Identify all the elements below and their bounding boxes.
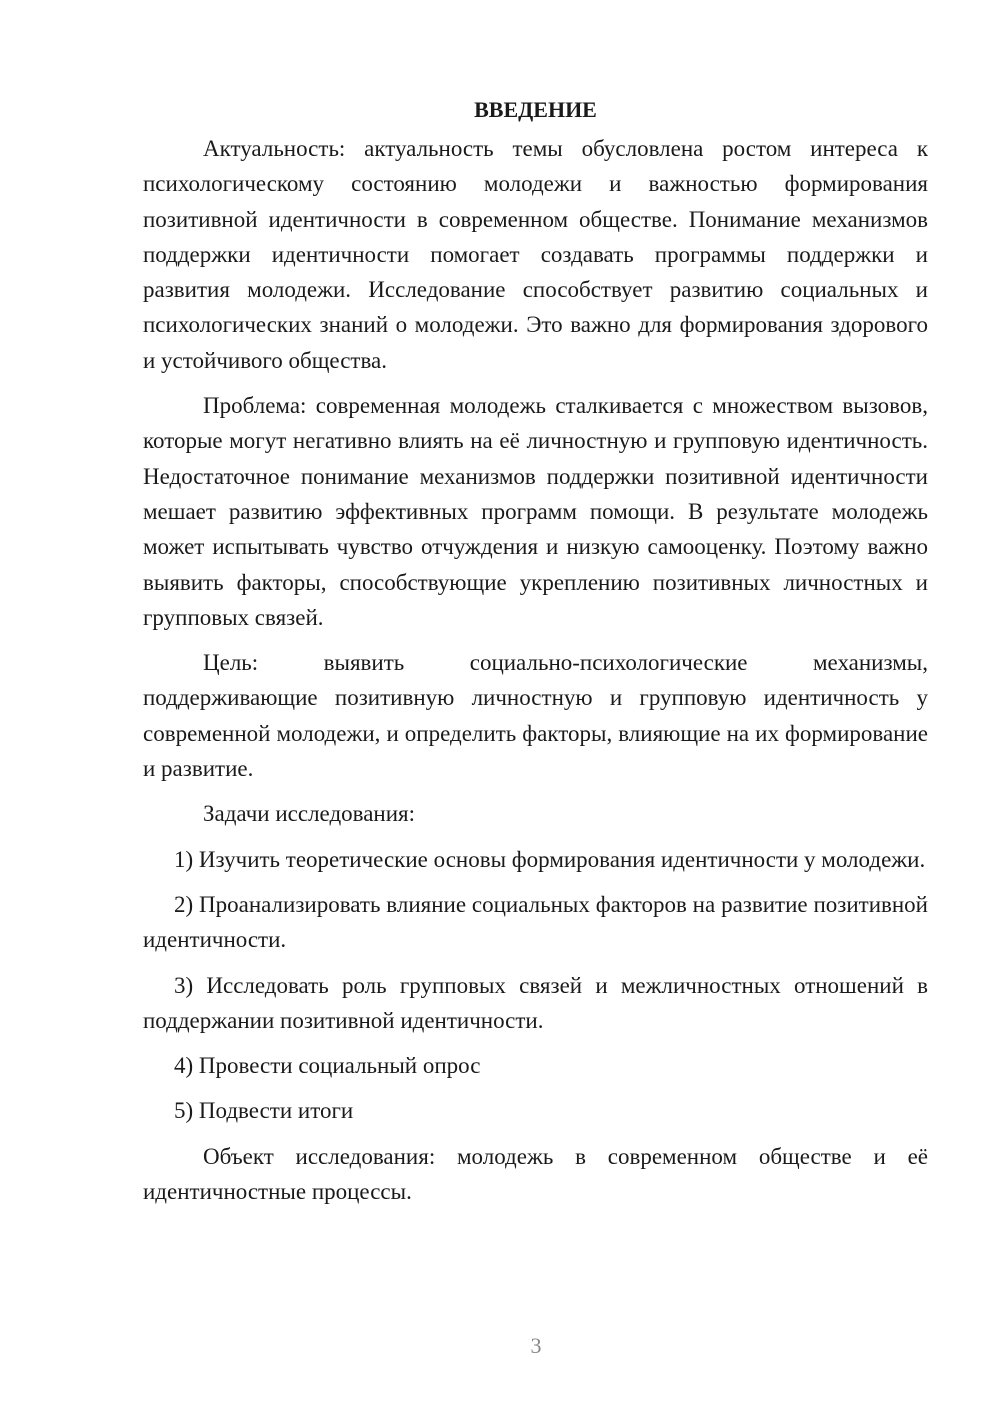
relevance-paragraph: Актуальность: актуальность темы обусловлена ростом интереса к психологическому состоянию молодежи и важностью формирования позитивной идентичности в современном обществе. Понимание механизмов поддержки идентичности помогает создавать программы поддержки и развития молодежи. Исследование способствует развитию социальных и психологических знаний о молодежи. Это важно для формирования здорового и устойчивого общества.: [143, 136, 928, 373]
task-item-3: 3) Исследовать роль групповых связей и межличностных отношений в поддержании позитивной идентичности.: [143, 972, 928, 1033]
problem-paragraph: Проблема: современная молодежь сталкивается с множеством вызовов, которые могут негативно влиять на её личностную и групповую идентичность. Недостаточное понимание механизмов поддержки позитивной идентичности мешает развитию эффективных программ помощи. В результате молодежь может испытывать чувство отчуждения и низкую самооценку. Поэтому важно выявить факторы, способствующие укреплению позитивных личностных и групповых связей.: [143, 393, 928, 630]
task-item-4: 4) Провести социальный опрос: [174, 1053, 481, 1079]
section-title: ВВЕДЕНИЕ: [474, 97, 597, 122]
task-item-5: 5) Подвести итоги: [174, 1098, 354, 1124]
tasks-heading: Задачи исследования:: [203, 801, 416, 827]
page-content: [143, 92, 928, 1219]
object-paragraph: Объект исследования: молодежь в современном обществе и её идентичностные процессы.: [143, 1143, 928, 1205]
goal-paragraph: Цель: выявить социально-психологические механизмы, поддерживающие позитивную личностную и групповую идентичность у современной молодежи, и определить факторы, влияющие на их формирование и развитие.: [143, 650, 928, 782]
task-item-2: 2) Проанализировать влияние социальных факторов на развитие позитивной идентичности.: [143, 891, 928, 953]
page-number: 3: [530, 1333, 542, 1358]
task-item-1: 1) Изучить теоретические основы формирования идентичности у молодежи.: [174, 846, 926, 872]
